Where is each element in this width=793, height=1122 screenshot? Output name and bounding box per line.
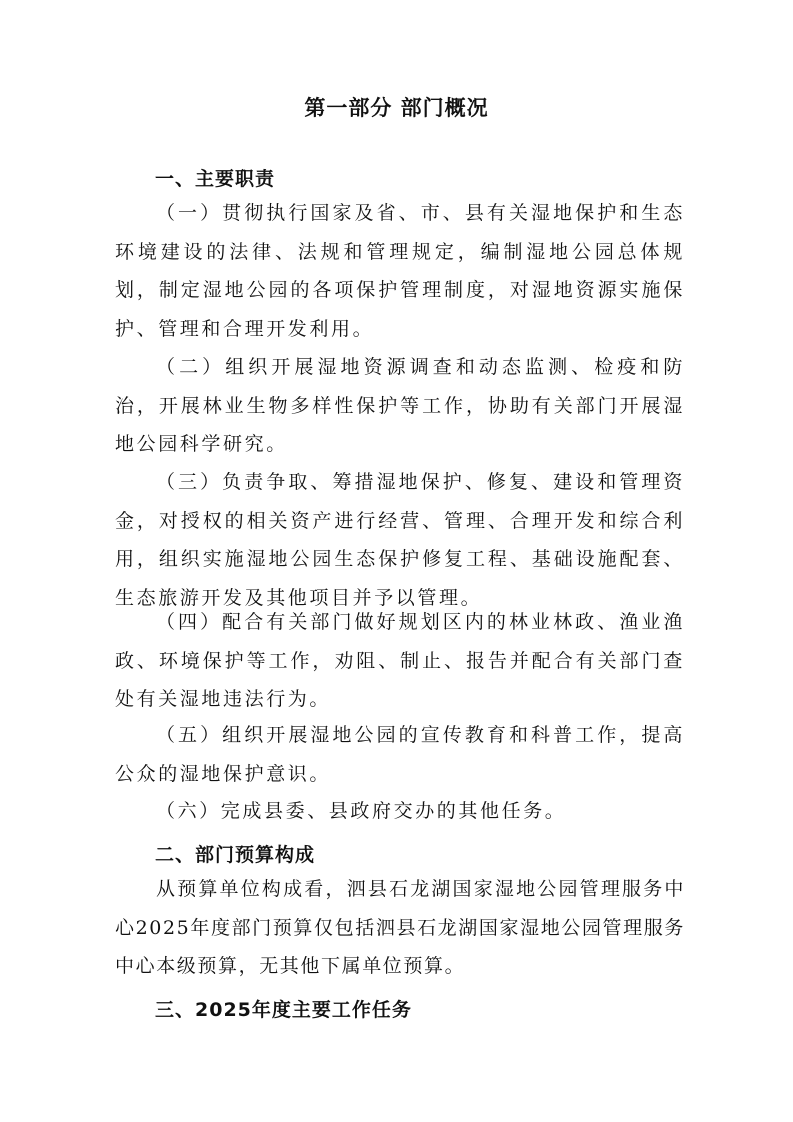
duty-item-6: （六）完成县委、县政府交办的其他任务。 [156,800,567,822]
duty-item-3: （三）负责争取、筹措湿地保护、修复、建设和管理资金，对授权的相关资产进行经营、管理、合理开发和综合利用，组织实施湿地公园生态保护修复工程、基础设施配套、生态旅游开发及其他项目并予以管理。 [115,471,685,609]
budget-structure-text: 从预算单位构成看，泗县石龙湖国家湿地公园管理服务中心2025年度部门预算仅包括泗县石龙湖国家湿地公园管理服务中心本级预算，无其他下属单位预算。 [115,878,685,977]
duty-item-2: （二）组织开展湿地资源调查和动态监测、检疫和防治，开展林业生物多样性保护等工作，协助有关部门开展湿地公园科学研究。 [115,356,685,455]
duty-item-4: （四）配合有关部门做好规划区内的林业林政、渔业渔政、环境保护等工作，劝阻、制止、报告并配合有关部门查处有关湿地违法行为。 [115,611,685,710]
page-title: 第一部分 部门概况 [304,96,489,120]
duty-item-5: （五）组织开展湿地公园的宣传教育和科普工作，提高公众的湿地保护意识。 [115,724,685,785]
section-heading-duties: 一、主要职责 [155,168,276,190]
section-heading-budget-structure: 二、部门预算构成 [155,844,316,866]
duty-item-1: （一）贯彻执行国家及省、市、县有关湿地保护和生态环境建设的法律、法规和管理规定，编制湿地公园总体规划，制定湿地公园的各项保护管理制度，对湿地资源实施保护、管理和合理开发利用。 [115,202,685,340]
section-heading-work-tasks: 三、2025年度主要工作任务 [155,999,412,1021]
